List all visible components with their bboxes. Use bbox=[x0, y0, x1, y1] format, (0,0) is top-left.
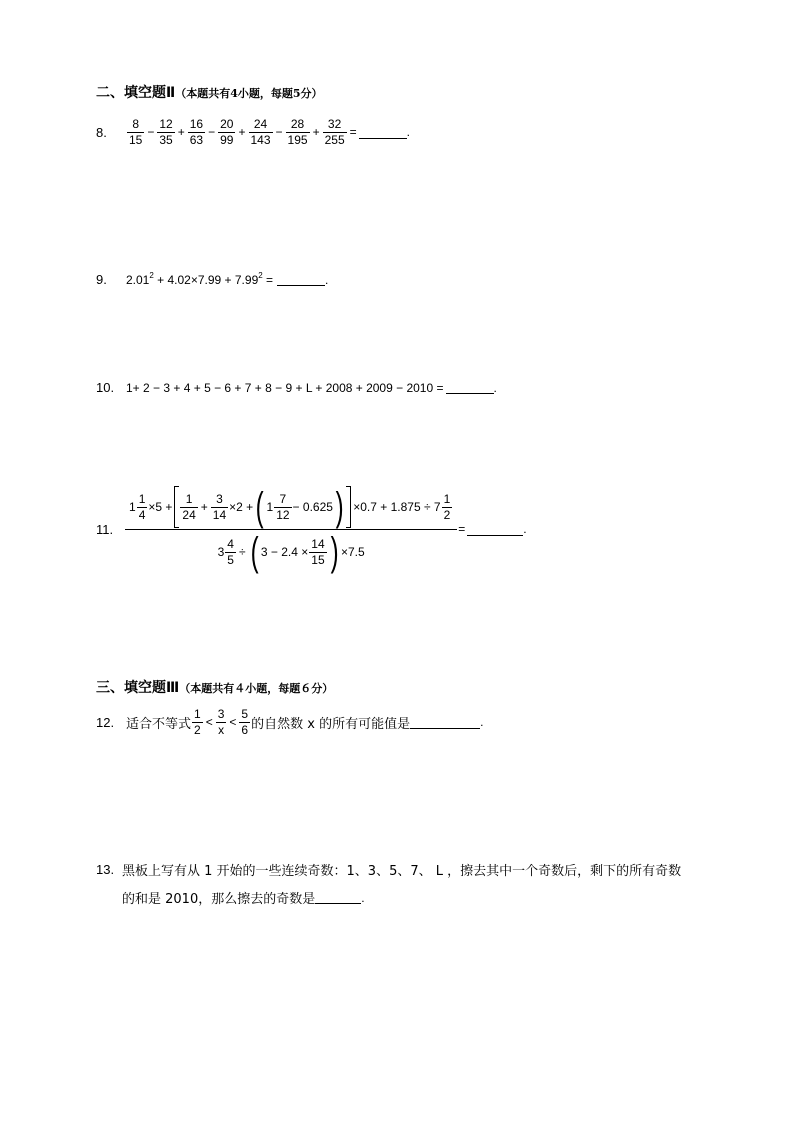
answer-blank[interactable] bbox=[410, 716, 480, 729]
period: . bbox=[523, 522, 527, 536]
answer-blank[interactable] bbox=[315, 891, 361, 904]
question-12 bbox=[96, 708, 483, 736]
complex-denominator: 3 $\frac{4}{5}$ ÷ ( 3 − 2.4 × $\frac{14}{15}$ ) ×7.5 bbox=[125, 529, 457, 572]
fraction: $\frac{16}{63}$ bbox=[189, 117, 204, 147]
operator: + bbox=[238, 125, 246, 140]
question-text-line-2: 的和是 2010，那么擦去的奇数是 bbox=[122, 892, 316, 907]
complex-fraction bbox=[127, 486, 455, 572]
operator: − bbox=[275, 125, 283, 140]
fraction: $\frac{8}{15}$ bbox=[129, 117, 143, 147]
question-number: 8. bbox=[96, 124, 107, 140]
period: . bbox=[361, 890, 365, 905]
equals-sign: = bbox=[458, 522, 466, 536]
question-text: 适合不等式 bbox=[126, 716, 192, 732]
section-title-3: 三、填空题Ⅲ（本题共有４小题，每题６分） bbox=[96, 680, 334, 696]
question-13 bbox=[96, 860, 681, 907]
question-text: 的自然数 x 的所有可能值是 bbox=[251, 716, 411, 732]
inequality: $\frac{1}{2}$ < $\frac{3}{x}$ < $\frac{5}{6}$ bbox=[194, 707, 249, 737]
expression: $2.01^2 + 4.02\times 7.99 + 7.99^2$ = bbox=[126, 270, 274, 287]
fraction-sum bbox=[126, 118, 348, 146]
question-number: 12. bbox=[96, 714, 115, 730]
operator: + bbox=[312, 125, 320, 140]
equals-sign: = bbox=[349, 125, 357, 140]
fraction: $\frac{20}{99}$ bbox=[220, 117, 234, 147]
period: . bbox=[493, 380, 497, 395]
fraction: $\frac{32}{255}$ bbox=[324, 117, 345, 147]
question-number: 13. bbox=[96, 862, 115, 877]
question-11 bbox=[96, 486, 527, 572]
complex-numerator: 1 $\frac{1}{4}$ ×5 + $\frac{1}{24}$ + $\frac{3}{14}$ ×2 + ( 1 $\frac{7}{12}$ − 0.625 ) ×0.7 + 1.875 ÷ 7 $\frac{1}{2}$ bbox=[129, 485, 451, 529]
expression: 1+ 2 − 3 + 4 + 5 − 6 + 7 + 8 − 9 + L + 2008 + 2009 − 2010 = bbox=[126, 380, 444, 395]
operator: + bbox=[177, 125, 185, 140]
answer-blank[interactable] bbox=[277, 273, 325, 286]
operator: − bbox=[208, 125, 216, 140]
question-number: 11. bbox=[96, 521, 114, 537]
question-9 bbox=[96, 272, 328, 287]
question-text-line-1: 黑板上写有从 1 开始的一些连续奇数：1、3、5、7、 L ，擦去其中一个奇数后，剩下的所有奇数 bbox=[122, 864, 682, 879]
question-number: 10. bbox=[96, 380, 115, 395]
period: . bbox=[325, 272, 329, 287]
fraction: $\frac{28}{195}$ bbox=[287, 117, 308, 147]
question-number: 9. bbox=[96, 272, 107, 287]
question-10 bbox=[96, 380, 497, 395]
fraction: $\frac{12}{35}$ bbox=[159, 117, 173, 147]
fraction: $\frac{24}{143}$ bbox=[250, 117, 271, 147]
answer-blank[interactable] bbox=[446, 381, 494, 394]
period: . bbox=[480, 715, 484, 730]
section-title-2: 二、填空题Ⅱ（本题共有4小题，每题5分） bbox=[96, 85, 323, 101]
period: . bbox=[406, 125, 410, 140]
answer-blank[interactable] bbox=[359, 126, 407, 139]
answer-blank[interactable] bbox=[467, 523, 523, 536]
question-8 bbox=[96, 118, 410, 146]
operator: − bbox=[147, 125, 155, 140]
